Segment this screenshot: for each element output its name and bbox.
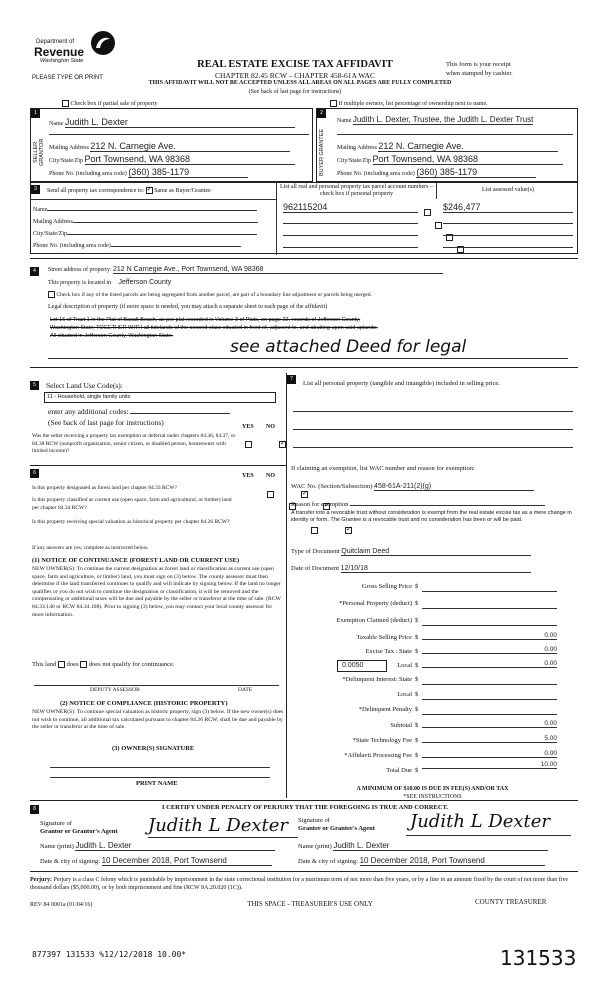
buyer-mailing[interactable]: 212 N. Carnegie Ave.	[378, 141, 558, 152]
street-row: Street address of property: 212 N Carnegie Ave., Port Townsend, WA 98368	[48, 266, 548, 274]
affidavit-fee-value[interactable]: 0.00	[422, 750, 557, 758]
partial-sale-checkbox[interactable]	[62, 100, 69, 107]
please-type: PLEASE TYPE OR PRINT	[32, 75, 103, 81]
legal-handwritten: see attached Deed for legal	[230, 337, 467, 357]
exemption-dollar: $	[415, 617, 419, 624]
parcel-3[interactable]	[283, 235, 418, 236]
section-1-seller	[30, 108, 313, 182]
exemption-deduct-field[interactable]	[422, 625, 557, 626]
tech-fee-value[interactable]: 5.00	[422, 735, 557, 743]
assessed-3[interactable]	[443, 235, 573, 236]
sec6-no-header: NO	[266, 473, 275, 479]
affidavit-fee-dollar: $	[415, 752, 419, 759]
tech-fee-label: *State Technology Fee	[352, 737, 412, 744]
taxable-label: Taxable Selling Price	[356, 634, 412, 641]
county[interactable]: Jefferson County	[118, 279, 172, 286]
section-8	[30, 800, 578, 872]
sec3-mailing-row: Mailing Address	[33, 219, 273, 225]
sec6-question-3: Is this property receiving special valuation as historical property per chapter 84.26 RCW?	[32, 519, 230, 525]
section-4	[30, 258, 578, 368]
additional-codes-field[interactable]	[130, 413, 230, 414]
seller-mailing-row: Mailing Address 212 N. Carnegie Ave.	[49, 141, 309, 152]
minimum-due: A MINIMUM OF $10.00 IS DUE IN FEE(S) AND/OR TAX	[356, 786, 509, 792]
parcel-4[interactable]	[283, 247, 418, 248]
section-5-number: 5	[30, 381, 39, 390]
dept-line3: Washington State	[40, 58, 84, 64]
grantor-name-row: Name (print) Judith L. Dexter	[40, 841, 300, 851]
sec3-name-row: Name	[33, 207, 273, 213]
sec5-no-header: NO	[266, 424, 275, 430]
section-1-number: 1	[31, 109, 40, 118]
notice-1-text: NEW OWNER(S): To continue the current designation as forest land or classification as current use (open space, farm and agriculture, or timber) land, you must sign on (3) below. The county assessor must then determine if the land transferred continues to qualify and will indicate by signing below. If the land no longer qualifies or you do not wish to continue the designation or classification, it will be removed and the compensating or additional taxes will be due and payable by the seller or transferor at the time of sale. (RCW 84.33.140 or RCW 84.34.108). Prior to signing (3) below, you may contact your local county assessor for more information.	[32, 566, 281, 618]
street-address[interactable]: 212 N Carnegie Ave., Port Townsend, WA 98368	[113, 266, 443, 274]
sec6-q1-yes[interactable]	[267, 491, 274, 498]
sec3-name-field[interactable]	[47, 210, 257, 211]
sec3-city-field[interactable]	[67, 234, 257, 235]
treasurer-use: THIS SPACE - TREASURER'S USE ONLY	[247, 900, 373, 908]
revenue-logo-icon	[90, 30, 116, 56]
seller-name-row: Name Judith L. Dexter	[49, 117, 309, 128]
deputy-line	[34, 685, 279, 686]
buyer-phone[interactable]: (360) 385-1179	[416, 167, 536, 178]
gross-field[interactable]	[422, 591, 557, 592]
land-use-select[interactable]: 11 - Household, single family units	[44, 392, 276, 403]
doc-date-row: Date of Document 12/10/18	[291, 565, 571, 573]
grantor-date-city[interactable]: 10 December 2018, Port Townsend	[102, 856, 272, 866]
grantor-sig-line	[148, 837, 298, 838]
seller-phone-row: Phone No. (including area code) (360) 385-1179	[49, 167, 309, 178]
right-column	[287, 373, 578, 798]
partial-sale-label: Check box if partial sale of property	[70, 100, 158, 107]
buyer-vertical-label: BUYER GRANTEE	[319, 128, 325, 176]
delinq-state-dollar: $	[415, 676, 419, 683]
total-due-value[interactable]: 10.00	[422, 761, 557, 769]
buyer-name-row: Name Judith L. Dexter, Trustee, the Judith L. Dexter Trust	[337, 115, 534, 124]
left-column	[30, 373, 287, 798]
form-title: REAL ESTATE EXCISE TAX AFFIDAVIT	[197, 59, 393, 70]
local-dollar: $	[415, 662, 419, 669]
section-4-number: 4	[30, 267, 39, 276]
doc-date[interactable]: 12/10/18	[341, 565, 531, 573]
local-rate-box[interactable]: 0.0050	[337, 660, 387, 672]
seller-phone[interactable]: (360) 385-1179	[128, 167, 248, 178]
gross-label: Gross Selling Price	[361, 583, 412, 590]
deputy-label: DEPUTY ASSESSOR	[90, 687, 140, 693]
notice-2-text: NEW OWNER(S): To continue special valuation as historic property, sign (3) below. If the new owner(s) does not wish to continue, all additional tax calculated pursuant to chapter 84.26 RCW, shall be due and payable by the seller or transferor at the time of sale.	[32, 709, 284, 731]
notice-1-title: (1) NOTICE OF CONTINUANCE (FOREST LAND OR CURRENT USE)	[32, 557, 240, 564]
section-2-number: 2	[317, 109, 326, 118]
receipt-note-1: This form is your receipt	[446, 61, 511, 68]
wac-number[interactable]: 458-61A-211(2)(g)	[374, 483, 534, 491]
section-3-number: 3	[31, 185, 40, 194]
grantee-signature[interactable]: Judith L Dexter	[410, 811, 551, 832]
parcel-number[interactable]: 962115204	[283, 202, 418, 213]
see-instructions: *SEE INSTRUCTIONS	[403, 794, 462, 800]
delinq-state-field[interactable]	[422, 684, 557, 685]
taxable-dollar: $	[415, 634, 419, 641]
assessed-header: List assessed value(s)	[482, 187, 534, 193]
personal-line-3	[293, 447, 573, 448]
dor-logo	[30, 30, 120, 68]
buyer-mailing-row: Mailing Address 212 N. Carnegie Ave.	[337, 141, 577, 152]
local-label: Local	[397, 662, 412, 669]
personal-line-2	[293, 429, 573, 430]
same-as-buyer-checkbox[interactable]	[146, 187, 153, 194]
parcel-header: List all real and personal property tax parcel account numbers – check box if personal property	[280, 184, 433, 197]
land-does-not-checkbox[interactable]	[80, 661, 87, 668]
chapter: CHAPTER 82.45 RCW – CHAPTER 458-61A WAC	[215, 71, 375, 80]
grantee-name[interactable]: Judith L. Dexter	[333, 841, 548, 851]
parcel-2-personal-checkbox[interactable]	[435, 222, 442, 229]
legal-label: Legal description of property (if more space is needed, you may attach a separate sheet to each page of the affidavit)	[48, 304, 328, 310]
warning: THIS AFFIDAVIT WILL NOT BE ACCEPTED UNLESS ALL AREAS ON ALL PAGES ARE FULLY COMPLETED	[148, 80, 452, 86]
partial-sale-row	[62, 100, 157, 107]
section-6-number: 6	[30, 469, 39, 478]
multiple-owners-checkbox[interactable]	[330, 100, 337, 107]
local-value[interactable]: 0.00	[422, 660, 557, 668]
see-back: (See back of last page for instructions)	[248, 89, 342, 95]
section-3	[30, 182, 578, 254]
grantor-name[interactable]: Judith L. Dexter	[75, 841, 275, 851]
delinq-local-dollar: $	[415, 691, 419, 698]
sec3-city-row: City/State/Zip	[33, 231, 273, 237]
sec6-if-any: If any answers are yes, complete as instructed below.	[32, 545, 149, 551]
reason-underline	[350, 505, 545, 506]
buyer-phone-row: Phone No. (including area code) (360) 385-1179	[337, 167, 577, 178]
segregated-row: Check box if any of the listed parcels are being segregated from another parcel, are part of a boundary line adjustment or parcels being merged.	[48, 291, 568, 298]
sec3-phone-field[interactable]	[111, 246, 241, 247]
delinq-local-label: Local	[397, 691, 412, 698]
excise-state-label: Excise Tax : State	[365, 648, 412, 655]
receipt-stamp: 877397 131533 %12/12/2018 10.00*	[32, 950, 187, 959]
delinq-penalty-field[interactable]	[422, 714, 557, 715]
sec3-vertical-divider	[276, 183, 277, 255]
grantee-name-row: Name (print) Judith L. Dexter	[298, 841, 573, 851]
legal-line-2: Washington State; TOGETHER WITH all tidelands of the second class situated in front of, adjacent to, and abutting upon said uplands.	[50, 325, 378, 331]
grantor-date-row: Date & city of signing: 10 December 2018, Port Townsend	[40, 856, 300, 866]
sec5-question-1: Was the seller receiving a property tax exemption or deferral under chapters 84.36, 84.37, or 84.38 RCW (nonprofit organization, senior citizen, or disabled person, homeowner with limited income)?	[32, 433, 236, 454]
grantee-date-row: Date & city of signing: 10 December 2018, Port Townsend	[298, 856, 573, 866]
sec3-mailing-field[interactable]	[73, 222, 258, 223]
buyer-city[interactable]: Port Townsend, WA 98368	[373, 154, 563, 165]
grantor-sig-label: Signature of Grantor or Grantor's Agent	[40, 820, 118, 835]
multiple-owners-row	[330, 100, 488, 107]
legal-line-3: All situated in Jefferson County, Washington State.	[50, 333, 174, 339]
delinq-penalty-label: *Delinquent Penalty	[358, 706, 412, 713]
tech-fee-dollar: $	[415, 737, 419, 744]
legal-line-underline	[48, 358, 568, 359]
wac-row: WAC No. (Section/Subsection) 458-61A-211(2)(g)	[291, 483, 571, 491]
certify: I CERTIFY UNDER PENALTY OF PERJURY THAT THE FOREGOING IS TRUE AND CORRECT.	[161, 804, 448, 811]
sec6-question-2: Is this property classified as current use (open space, farm and agricultural, or timber) land per chapter 84.34 RCW?	[32, 497, 232, 511]
section-7-number: 7	[287, 375, 296, 384]
owner-sig-title: (3) OWNER(S) SIGNATURE	[112, 745, 195, 752]
receipt-note-2: when stamped by cashier.	[446, 70, 513, 77]
seller-mailing[interactable]: 212 N. Carnegie Ave.	[90, 141, 290, 152]
segregated-checkbox[interactable]	[48, 291, 55, 298]
exemption-claim: If claiming an exemption, list WAC number and reason for exemption:	[291, 465, 475, 472]
exemption-deduct-label: Exemption Claimed (deduct)	[336, 617, 412, 624]
delinq-penalty-dollar: $	[415, 706, 419, 713]
grantee-sig-line	[406, 835, 571, 836]
notice-2-title: (2) NOTICE OF COMPLIANCE (HISTORIC PROPERTY)	[60, 700, 228, 707]
parcel-1-personal-checkbox[interactable]	[424, 209, 431, 216]
personal-deduct-field[interactable]	[422, 608, 557, 609]
sec6-yes-header: YES	[242, 473, 254, 479]
section-8-number: 8	[30, 805, 39, 814]
personal-deduct-label: *Personal Property (deduct)	[339, 600, 412, 607]
affidavit-fee-label: *Affidavit Processing Fee	[344, 752, 412, 759]
doc-type-row: Type of Document Quitclaim Deed	[291, 548, 571, 556]
form-number: REV 84 0001a (01/04/16)	[30, 902, 93, 908]
seller-city[interactable]: Port Townsend, WA 98368	[85, 154, 295, 165]
county-treasurer: COUNTY TREASURER	[475, 898, 547, 906]
subtotal-value[interactable]: 0.00	[422, 720, 557, 728]
assessed-4[interactable]	[443, 247, 573, 248]
sec5-q1-no[interactable]	[279, 441, 286, 448]
grantee-date-city[interactable]: 10 December 2018, Port Townsend	[360, 856, 545, 866]
personal-dollar: $	[415, 600, 419, 607]
print-name-label: PRINT NAME	[136, 780, 178, 787]
owner-sig-line	[50, 767, 270, 768]
land-use-label: Select Land Use Code(s):	[46, 381, 123, 390]
excise-state-dollar: $	[415, 648, 419, 655]
assessed-2[interactable]	[443, 223, 573, 224]
sec5-q1-yes[interactable]	[245, 441, 252, 448]
taxable-value[interactable]: 0.00	[422, 632, 557, 640]
assessed-value[interactable]: $246,477	[443, 202, 573, 213]
subtotal-dollar: $	[415, 722, 419, 729]
perjury-note: Perjury: Perjury is a class C felony which is punishable by imprisonment in the state correctional institution for a maximum term of not more than five years, or by a fine in an amount fixed by the court of not more than five thousand dollars ($5,000.00), or by both imprisonment and fine (RCW 9A.20.020 (1C)).	[30, 877, 569, 891]
personal-line-1	[293, 411, 573, 412]
section-2-buyer	[316, 108, 578, 182]
doc-type[interactable]: Quitclaim Deed	[341, 548, 531, 556]
total-due-label: Total Due	[386, 767, 412, 774]
list-personal: List all personal property (tangible and intangible) included in selling price.	[303, 380, 500, 387]
seller-vertical-label: SELLER GRANTOR	[33, 138, 45, 166]
legal-line-1: Lot 16 of Tract 1 in the Plat of Basalt Beach, as per plat recorded in Volume 3 of Plats, on page 22, records of Jefferson County,	[50, 317, 361, 323]
buyer-name[interactable]: Judith L. Dexter, Trustee, the Judith L. Dexter Trust	[352, 115, 534, 124]
buyer-blank-line	[337, 134, 573, 135]
correspondence-row: Send all property tax correspondence to: ✓ Same as Buyer/Grantee	[47, 187, 277, 194]
dept-line1: Department of	[36, 39, 75, 45]
print-name-line	[50, 777, 270, 778]
sec5-yes-header: YES	[242, 424, 254, 430]
sec5-6-divider	[30, 465, 287, 466]
this-land-row: This land does does not qualify for continuance.	[32, 661, 175, 668]
seller-city-row: City/State/Zip Port Townsend, WA 98368	[49, 154, 309, 165]
grantee-sig-label: Signature of Grantee or Grantee's Agent	[298, 817, 375, 832]
handwritten-number: 131533	[500, 946, 577, 970]
parcel-2[interactable]	[283, 223, 418, 224]
reason-row: Reason for exemption	[291, 501, 575, 508]
sec3-assessed-divider	[436, 183, 437, 199]
buyer-city-row: City/State/Zip Port Townsend, WA 98368	[337, 154, 577, 165]
seller-blank-line	[49, 134, 309, 135]
dept-line2: Revenue	[34, 45, 85, 59]
date-label: DATE	[238, 687, 253, 693]
delinq-local-field[interactable]	[422, 699, 557, 700]
seller-name[interactable]: Judith L. Dexter	[65, 117, 295, 128]
delinq-state-label: *Delinquent Interest: State	[342, 676, 412, 683]
grantor-signature[interactable]: Judith L Dexter	[148, 815, 289, 836]
county-row: This property is located in Jefferson County	[48, 279, 448, 286]
sec5-see-back: (See back of last page for instructions)	[48, 418, 164, 427]
multiple-owners-label: If multiple owners, list percentage of ownership next to name.	[338, 100, 488, 107]
sec6-question-1: Is this property designated as forest land per chapter 84.33 RCW?	[32, 485, 177, 491]
subtotal-label: Subtotal	[390, 722, 412, 729]
excise-state-value[interactable]: 0.00	[422, 646, 557, 654]
sec3-phone-row: Phone No. (including area code)	[33, 243, 273, 249]
total-due-dollar: $	[415, 767, 419, 774]
additional-codes-row: enter any additional codes:	[48, 407, 278, 416]
corr-divider	[31, 199, 276, 200]
land-does-checkbox[interactable]	[58, 661, 65, 668]
reason-text[interactable]: A transfer into a revocable trust without consideration is exempt from the real estate excise tax as a mere change in identity or form. The Grantee is a revocable trust and no consideration has been or will be paid.	[291, 510, 572, 523]
gross-dollar: $	[415, 583, 419, 590]
